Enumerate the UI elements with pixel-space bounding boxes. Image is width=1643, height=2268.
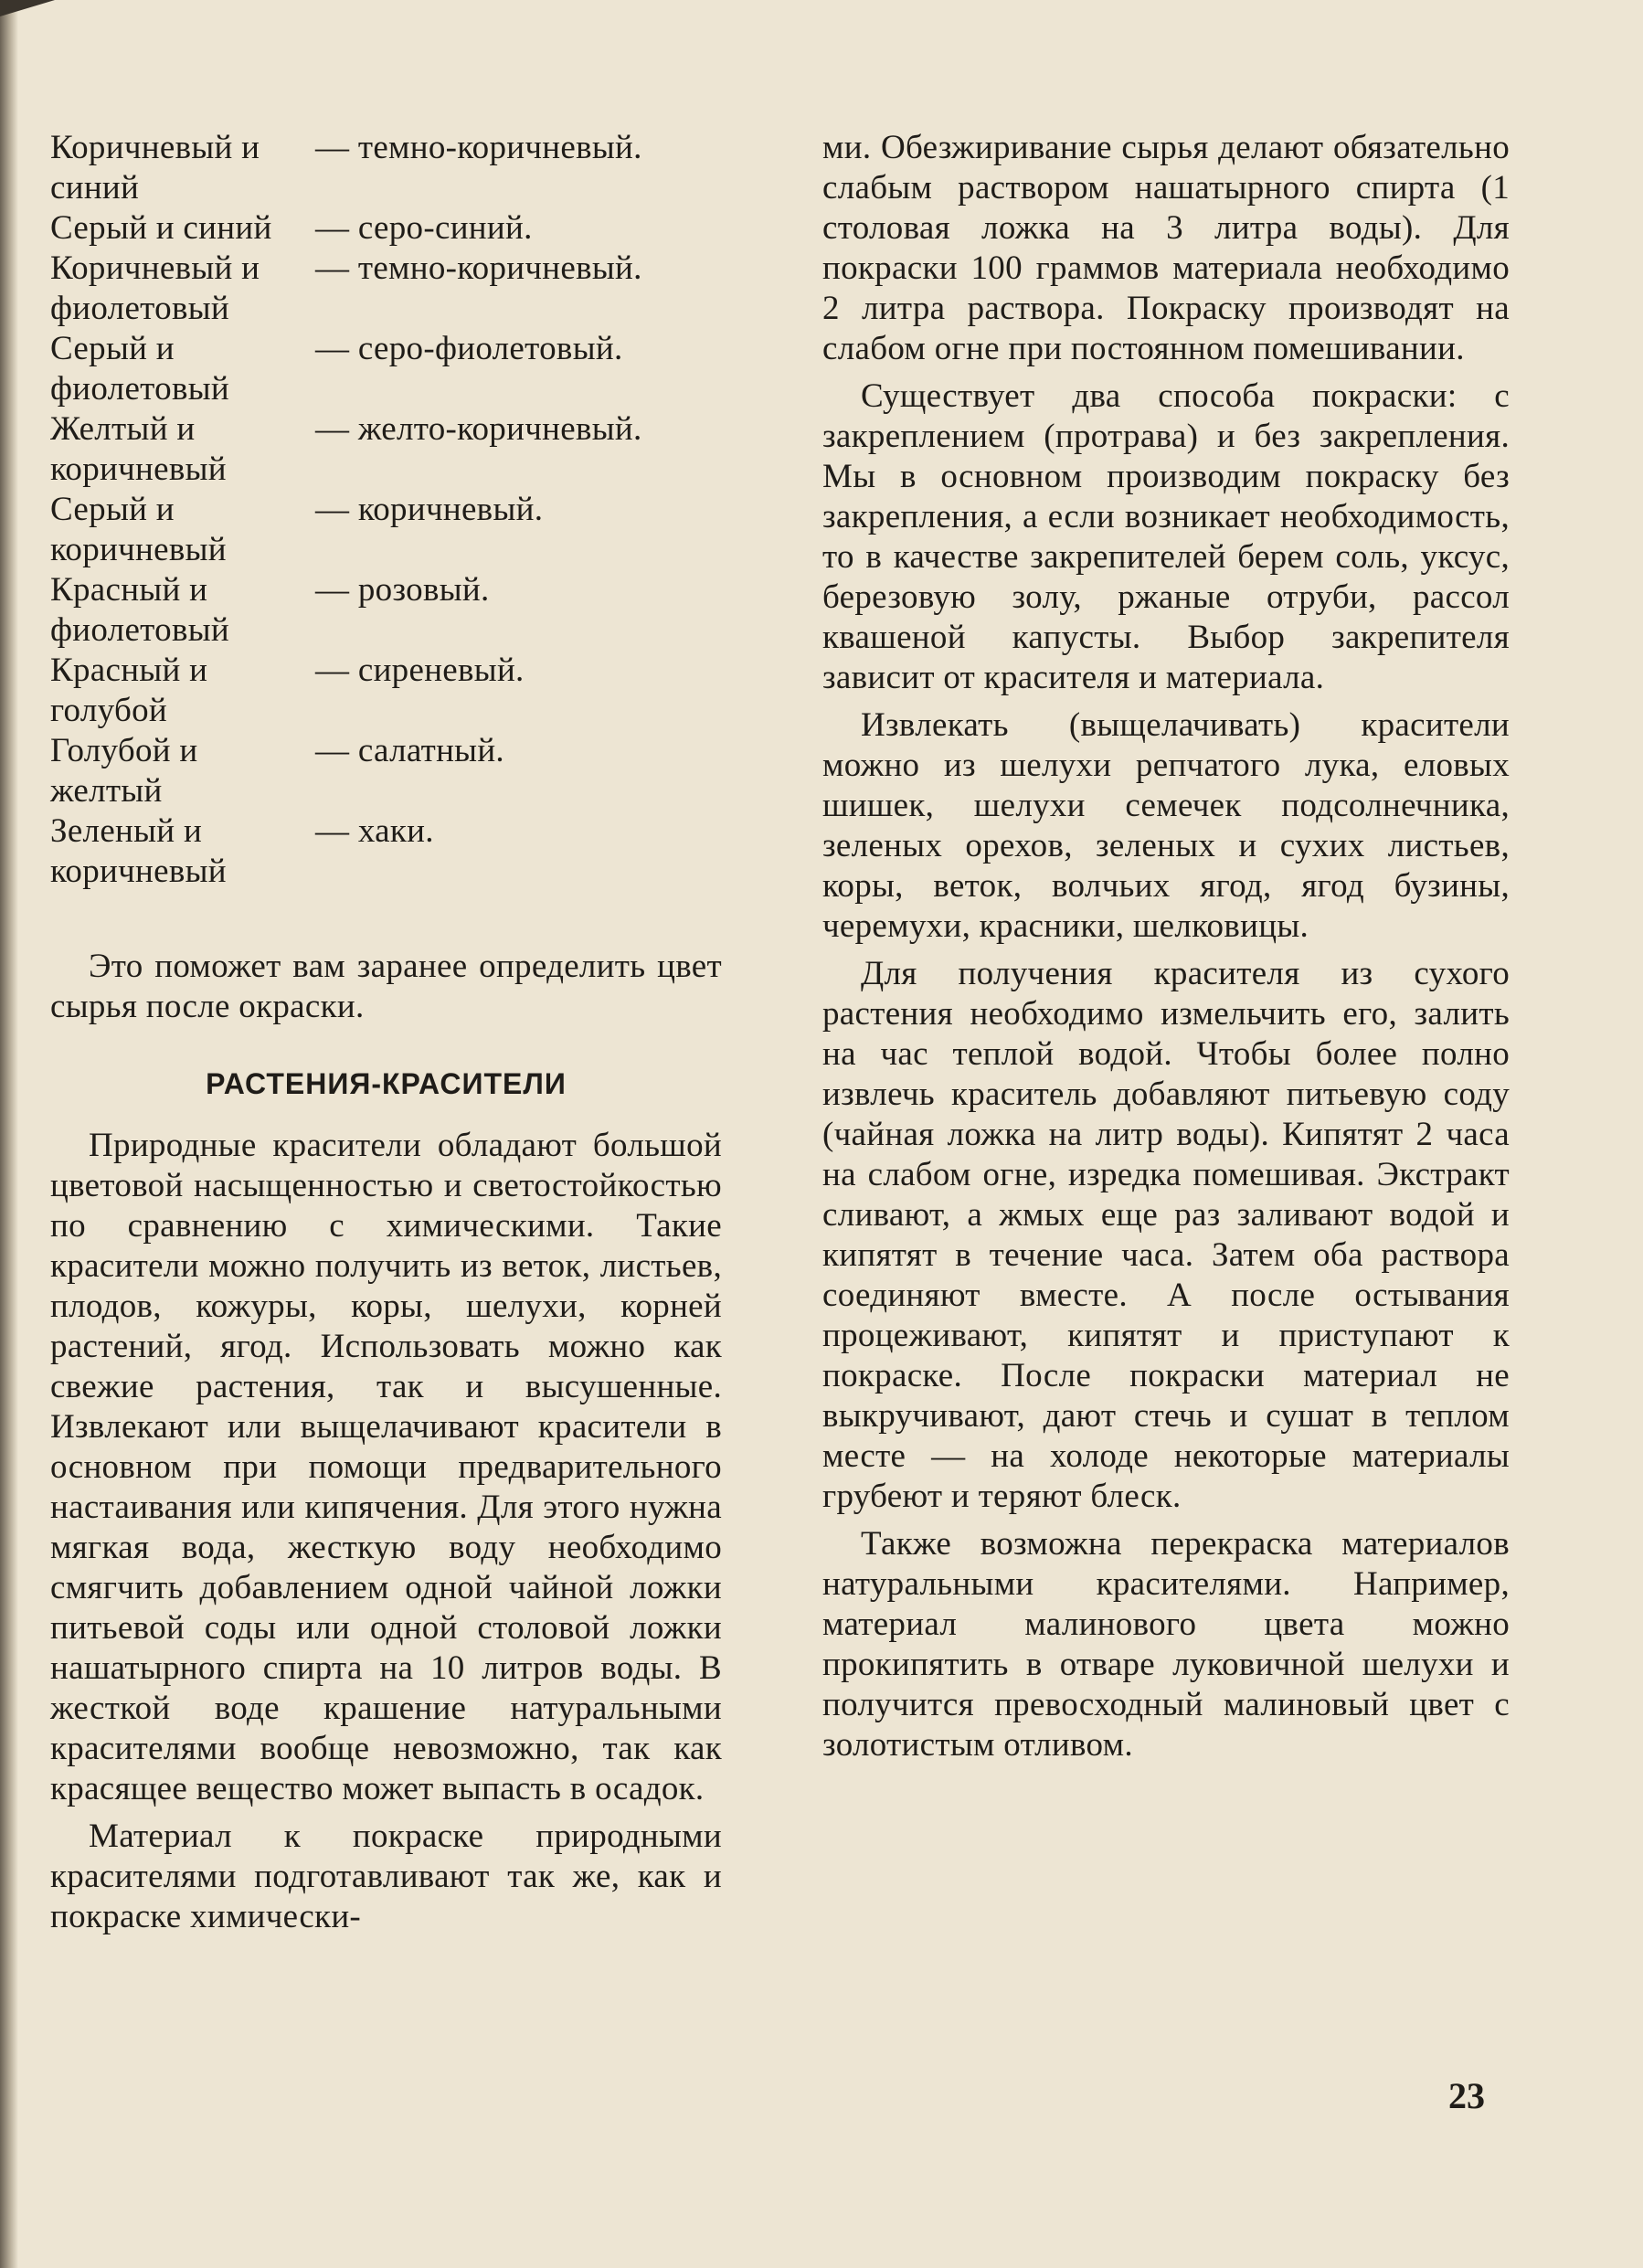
color-pair-row: [50, 409, 722, 490]
page-number: 23: [1448, 2075, 1485, 2116]
color-pair-source: Желтый и коричневый: [50, 410, 227, 488]
color-mix-list: [50, 128, 722, 892]
color-pair-source: Красный и голубой: [50, 652, 208, 729]
color-pair-source: Коричневый и синий: [50, 129, 260, 207]
color-pair-row: [50, 249, 722, 329]
body-paragraph: Для получения красителя из сухого растения необходимо измельчить его, залить на час теплой водой. Чтобы более полно извлечь краситель добавляют питьевую соду (чайная ложка на литр воды). Кипятят 2 часа на слабом огне, изредка помешивая. Экстракт сливают, а жмых еще раз заливают водой и кипятят в течение часа. Затем оба раствора соединяют вместе. А после остывания процеживают, кипятят и приступают к покраске. После покраски материал не выкручивают, дают стечь и сушат в теплом месте — на холоде некоторые материалы грубеют и теряют блеск.: [822, 955, 1510, 1515]
color-pair-row: [50, 128, 722, 208]
right-column: [822, 128, 1510, 1765]
intro-paragraph: Это поможет вам заранее определить цвет сырья после окраски.: [50, 948, 722, 1025]
color-pair-row: [50, 731, 722, 811]
color-pair-result: — темно-коричневый.: [315, 249, 642, 287]
section-heading: РАСТЕНИЯ-КРАСИТЕЛИ: [206, 1067, 567, 1100]
color-pair-result: — салатный.: [315, 732, 504, 769]
color-pair-result: — темно-коричневый.: [315, 129, 642, 166]
page-binding-edge: [0, 0, 18, 2268]
page-corner-mark: [0, 0, 55, 16]
color-pair-source: Красный и фиолетовый: [50, 571, 229, 649]
color-pair-source: Зеленый и коричневый: [50, 812, 227, 890]
color-pair-result: — коричневый.: [315, 491, 544, 528]
color-pair-result: — розовый.: [315, 571, 490, 609]
color-pair-row: [50, 570, 722, 651]
left-column: [50, 128, 722, 1937]
color-pair-source: Коричневый и фиолетовый: [50, 249, 260, 327]
color-pair-result: — сиреневый.: [315, 652, 525, 689]
body-paragraph: Природные красители обладают большой цветовой насыщенностью и светостойкостью по сравнению с химическими. Такие красители можно получить из веток, листьев, плодов, кожуры, коры, шелухи, корней растений, ягод. Использовать можно как свежие растения, так и высушенные. Извлекают или выщелачивают красители в основном при помощи предварительного настаивания или кипячения. Для этого нужна мягкая вода, жесткую воду необходимо смягчить добавлением одной чайной ложки питьевой соды или одной столовой ложки нашатырного спирта на 10 литров воды. В жесткой воде крашение натуральными красителями вообще невозможно, так как красящее вещество может выпасть в осадок.: [50, 1127, 722, 1807]
color-pair-source: Голубой и желтый: [50, 732, 198, 810]
color-pair-result: — хаки.: [315, 812, 434, 850]
color-pair-row: [50, 329, 722, 409]
color-pair-row: [50, 208, 722, 249]
color-pair-result: — желто-коричневый.: [315, 410, 642, 448]
color-pair-row: [50, 651, 722, 731]
color-pair-row: [50, 490, 722, 570]
color-pair-source: Серый и фиолетовый: [50, 330, 229, 408]
color-pair-source: Серый и синий: [50, 209, 272, 247]
color-pair-result: — серо-фиолетовый.: [315, 330, 623, 367]
body-paragraph: Материал к покраске природными красителями подготавливают так же, как и покраске химически-: [50, 1818, 722, 1935]
color-pair-source: Серый и коричневый: [50, 491, 227, 568]
body-paragraph: Извлекать (выщелачивать) красители можно из шелухи репчатого лука, еловых шишек, шелухи семечек подсолнечника, зеленых орехов, зеленых и сухих листьев, коры, веток, волчьих ягод, ягод бузины, черемухи, красники, шелковицы.: [822, 706, 1510, 945]
body-paragraph: ми. Обезжиривание сырья делают обязательно слабым раствором нашатырного спирта (1 столовая ложка на 3 литра воды). Для покраски 100 граммов материала необходимо 2 литра раствора. Покраску производят на слабом огне при постоянном помешивании.: [822, 129, 1510, 367]
color-pair-result: — серо-синий.: [315, 209, 533, 247]
body-paragraph: Существует два способа покраски: с закреплением (протрава) и без закрепления. Мы в основном производим покраску без закрепления, а если возникает необходимость, то в качестве закрепителей берем соль, уксус, березовую золу, ржаные отруби, рассол квашеной капусты. Выбор закрепителя зависит от красителя и материала.: [822, 377, 1510, 696]
color-pair-row: [50, 811, 722, 892]
body-paragraph: Также возможна перекраска материалов натуральными красителями. Например, материал малинового цвета можно прокипятить в отваре луковичной шелухи и получится превосходный малиновый цвет с золотистым отливом.: [822, 1525, 1510, 1764]
